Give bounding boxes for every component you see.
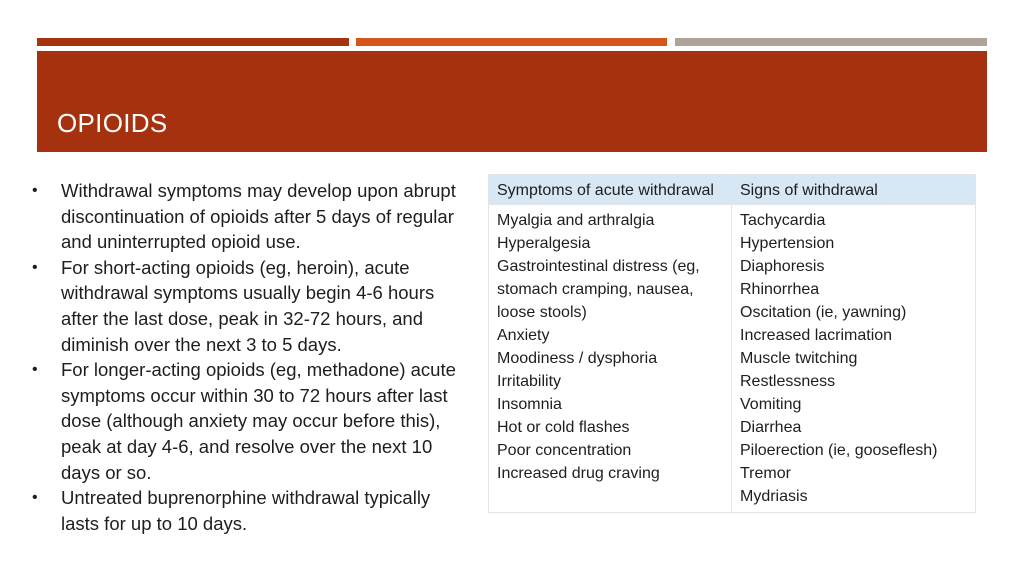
symptom-item: Insomnia [497,396,562,413]
sign-item: Tremor [740,465,791,482]
symptom-item: Increased drug craving [497,465,660,482]
sign-item: Vomiting [740,396,802,413]
sign-item: Mydriasis [740,488,808,505]
slide-title: OPIOIDS [57,108,168,138]
table-header-row [489,175,976,205]
sign-item: Hypertension [740,235,835,252]
accent-stripe-dark [37,38,349,46]
symptom-item: Moodiness / dysphoria [497,350,658,367]
sign-item: Restlessness [740,373,836,390]
table-row [489,205,976,513]
sign-item: Oscitation (ie, yawning) [740,304,907,321]
sign-item: Diaphoresis [740,258,825,275]
symptom-item: Irritability [497,373,562,390]
sign-item: Increased lacrimation [740,327,893,344]
header-symptoms: Symptoms of acute withdrawal [489,175,732,205]
sign-item: Rhinorrhea [740,281,820,298]
symptom-item: Myalgia and arthralgia [497,212,655,229]
sign-item: Muscle twitching [740,350,858,367]
symptoms-cell [489,205,732,513]
title-bar [37,51,987,152]
accent-stripe-tan [675,38,987,46]
symptom-item: Hyperalgesia [497,235,591,252]
bullet-item: • Withdrawal symptoms may develop upon abrupt discontinuation of opioids after 5 days of regular and uninterrupted opioid use. [30,178,470,255]
bullet-item: • For longer-acting opioids (eg, methadone) acute symptoms occur within 30 to 72 hours after last dose (although anxiety may occur before this), peak at day 4-6, and resolve over the next 10 days or so. [30,357,470,485]
bullet-list [30,178,470,536]
accent-stripe-orange [356,38,667,46]
bullet-item: • For short-acting opioids (eg, heroin), acute withdrawal symptoms usually begin 4-6 hours after the last dose, peak in 32-72 hours, and diminish over the next 3 to 5 days. [30,255,470,357]
withdrawal-table [488,174,976,513]
header-signs: Signs of withdrawal [732,175,976,205]
symptom-item: Poor concentration [497,442,632,459]
signs-cell [732,205,976,513]
symptom-item: Gastrointestinal distress (eg, stomach cramping, nausea, loose stools) [497,258,700,321]
symptom-item: Anxiety [497,327,550,344]
sign-item: Diarrhea [740,419,802,436]
sign-item: Piloerection (ie, gooseflesh) [740,442,938,459]
symptom-item: Hot or cold flashes [497,419,630,436]
bullet-item: • Untreated buprenorphine withdrawal typically lasts for up to 10 days. [30,485,470,536]
sign-item: Tachycardia [740,212,826,229]
